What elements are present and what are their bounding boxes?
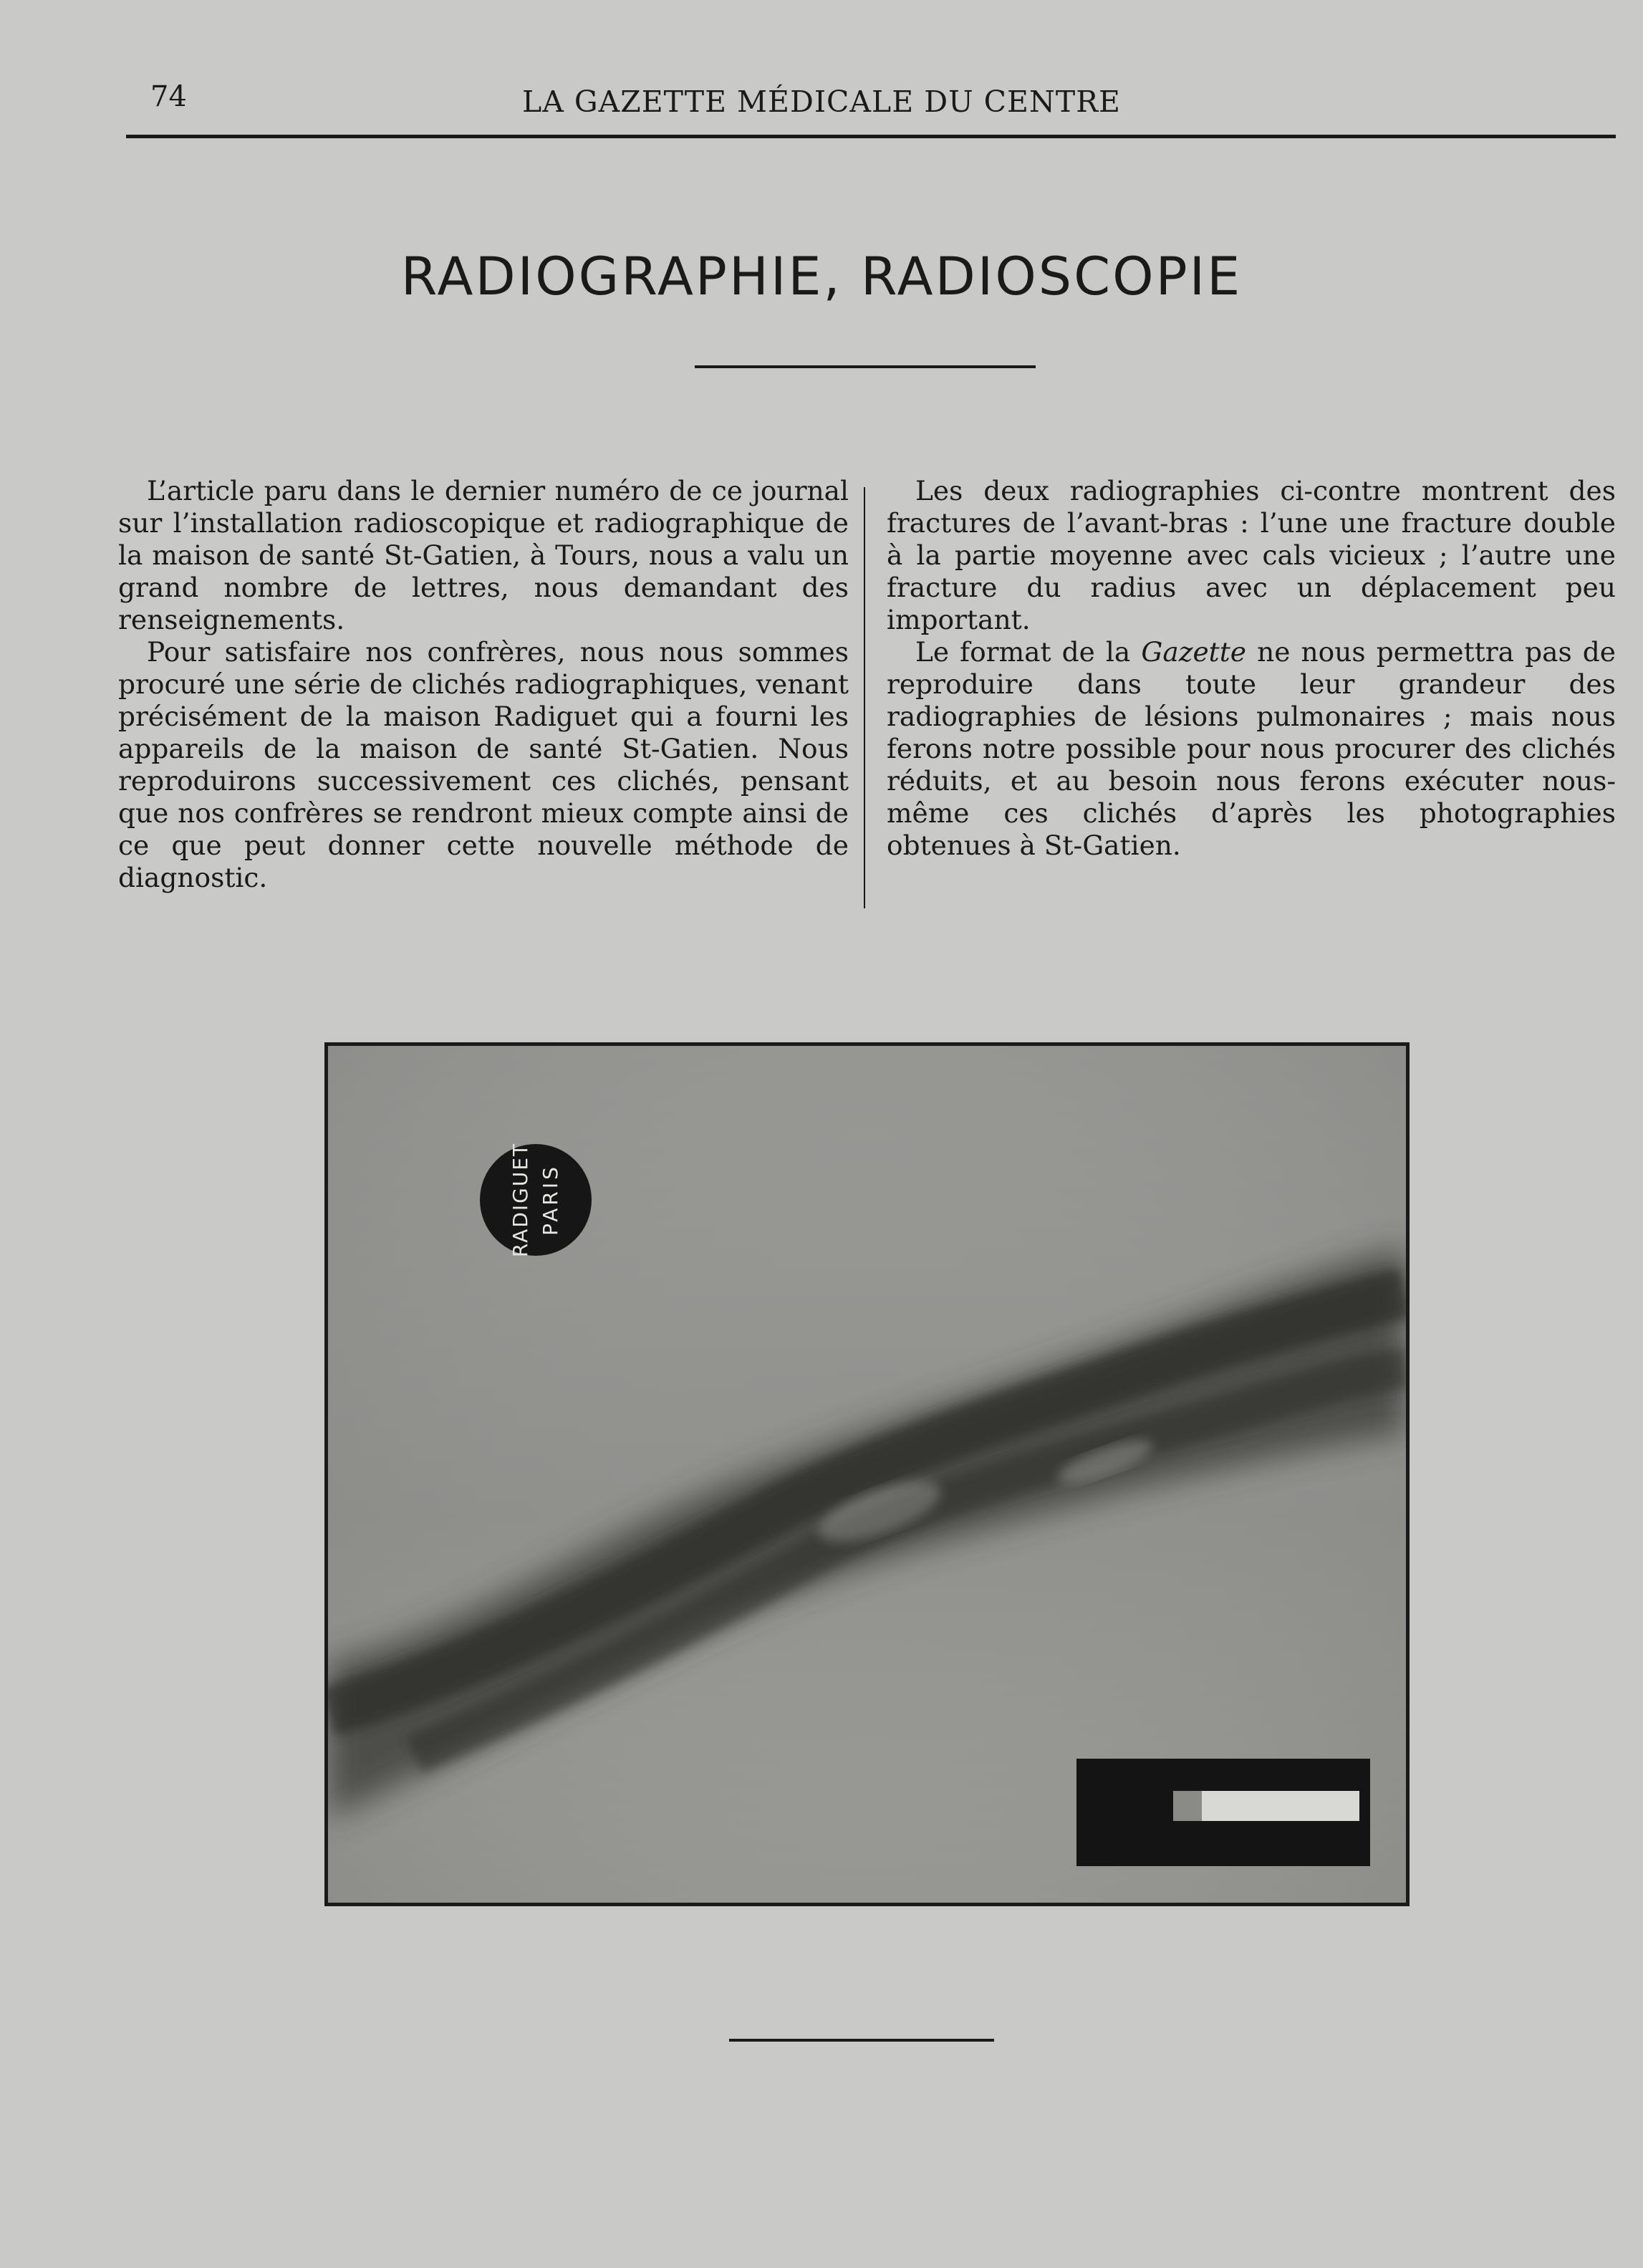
left-column: [118, 475, 849, 894]
radiograph-figure: [324, 1042, 1410, 1906]
running-title: LA GAZETTE MÉDICALE DU CENTRE: [522, 85, 1121, 119]
radiguet-stamp: [480, 1144, 592, 1256]
right-paragraph-1: Les deux radiographies ci-contre montrent des fractures de l’avant-bras : l’une une fracture double à la partie moyenne avec cals vicieux ; l’autre une fracture du radius avec un déplacement peu important.: [887, 475, 1616, 635]
calibration-strip-dark: [1173, 1791, 1202, 1821]
left-paragraph-1: L’article paru dans le dernier numéro de ce journal sur l’installation radioscopique et radiographique de la maison de santé St-Gatien, à Tours, nous a valu un grand nombre de lettres, nous demandant des renseignements.: [118, 475, 849, 635]
stamp-line-1: RADIGUET: [509, 1142, 532, 1258]
right-paragraph-2-start: Le format de la: [915, 636, 1142, 668]
article-title: RADIOGRAPHIE, RADIOSCOPIE: [400, 246, 1243, 307]
right-paragraph-2: [887, 636, 1616, 862]
stamp-line-2: PARIS: [539, 1164, 562, 1236]
left-paragraph-2: Pour satisfaire nos confrères, nous nous sommes procuré une série de clichés radiographiques, venant précisément de la maison Radiguet qui a fourni les appareils de la maison de santé St-Gatien. Nous reproduirons successivement ces clichés, pensant que nos confrères se rendront mieux compte ainsi de ce que peut donner cette nouvelle méthode de diagnostic.: [118, 636, 849, 893]
radiograph-image: [328, 1046, 1406, 1903]
right-paragraph-2-end: ne nous permettra pas de reproduire dans toute leur grandeur des radiographies de lésions pulmonaires ; mais nous ferons notre possible pour nous procurer des clichés réduits, et au besoin nous ferons exécuter nous-même ces clichés d’après les photographies obtenues à St-Gatien.: [887, 636, 1616, 861]
bottom-rule: [729, 2039, 994, 2042]
right-column: [887, 475, 1616, 862]
gazette-italic: Gazette: [1141, 636, 1246, 668]
column-divider: [864, 487, 865, 908]
header-rule: [126, 135, 1616, 138]
page-number: 74: [150, 80, 187, 113]
title-rule: [695, 365, 1036, 368]
